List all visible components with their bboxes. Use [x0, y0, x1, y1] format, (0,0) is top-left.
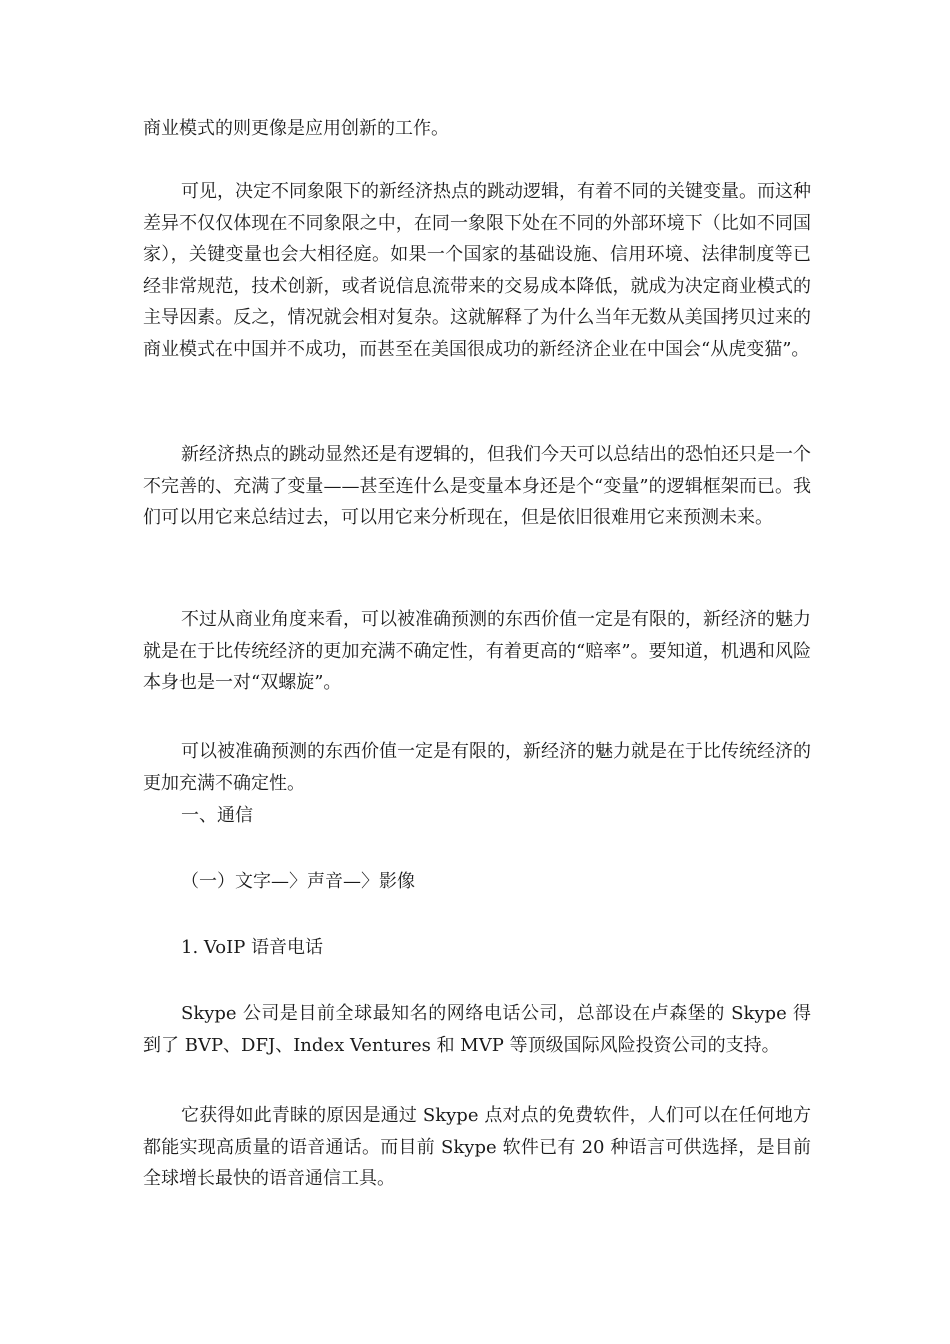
paragraph-skype-company: Skype 公司是目前全球最知名的网络电话公司，总部设在卢森堡的 Skype 得到了 BVP、DFJ、Index Ventures 和 MVP 等顶级国际风险投资公司的支持。	[143, 1003, 811, 1056]
subsection-heading: （一）文字—〉声音—〉影像	[181, 871, 415, 892]
paragraph-skype-software: 它获得如此青睐的原因是通过 Skype 点对点的免费软件，人们可以在任何地方都能实现高质量的语音通话。而目前 Skype 软件已有 20 种语言可供选择，是目前全球增长最快的语音通信工具。	[143, 1105, 811, 1189]
item-heading: 1. VoIP 语音电话	[181, 937, 324, 958]
paragraph-summary: 可以被准确预测的东西价值一定是有限的，新经济的魅力就是在于比传统经济的更加充满不确定性。	[143, 741, 811, 794]
paragraph-uncertainty: 不过从商业角度来看，可以被准确预测的东西价值一定是有限的，新经济的魅力就是在于比传统经济的更加充满不确定性，有着更高的“赔率”。要知道，机遇和风险本身也是一对“双螺旋”。	[143, 609, 811, 693]
paragraph-logic-framework: 新经济热点的跳动显然还是有逻辑的，但我们今天可以总结出的恐怕还只是一个不完善的、充满了变量——甚至连什么是变量本身还是个“变量”的逻辑框架而已。我们可以用它来总结过去，可以用它来分析现在，但是依旧很难用它来预测未来。	[143, 444, 811, 528]
paragraph-opening: 商业模式的则更像是应用创新的工作。	[143, 118, 449, 139]
paragraph-key-variables: 可见，决定不同象限下的新经济热点的跳动逻辑，有着不同的关键变量。而这种差异不仅仅体现在不同象限之中，在同一象限下处在不同的外部环境下（比如不同国家），关键变量也会大相径庭。如果一个国家的基础设施、信用环境、法律制度等已经非常规范，技术创新，或者说信息流带来的交易成本降低，就成为决定商业模式的主导因素。反之，情况就会相对复杂。这就解释了为什么当年无数从美国拷贝过来的商业模式在中国并不成功，而甚至在美国很成功的新经济企业在中国会“从虎变猫”。	[143, 181, 811, 360]
section-heading: 一、通信	[181, 805, 253, 826]
